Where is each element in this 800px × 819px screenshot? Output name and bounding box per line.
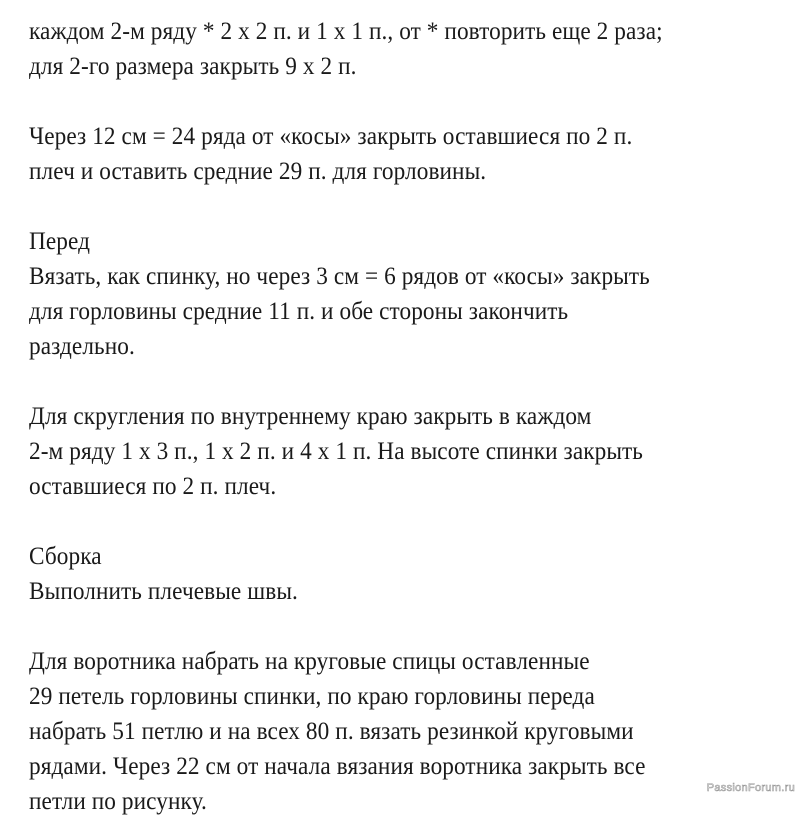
text-line: Для воротника набрать на круговые спицы оставленные <box>29 648 590 675</box>
text-line: оставшиеся по 2 п. плеч. <box>29 473 277 500</box>
section-front <box>29 224 799 364</box>
text-line: для 2-го размера закрыть 9 х 2 п. <box>29 53 357 80</box>
section-heading-front: Перед <box>29 228 91 255</box>
watermark: PassionForum.ru <box>706 782 795 794</box>
paragraph-back-shoulders <box>29 119 799 189</box>
text-line: Через 12 см = 24 ряда от «косы» закрыть оставшиеся по 2 п. <box>29 123 633 150</box>
section-assembly <box>29 539 799 609</box>
text-line: раздельно. <box>29 333 135 360</box>
paragraph-spacer <box>29 364 799 399</box>
section-heading-assembly: Сборка <box>29 543 102 570</box>
text-line: каждом 2-м ряду * 2 х 2 п. и 1 х 1 п., от * повторить еще 2 раза; <box>29 18 663 45</box>
paragraph-spacer <box>29 609 799 644</box>
text-line: Выполнить плечевые швы. <box>29 578 298 605</box>
paragraph-back-decrease <box>29 14 799 84</box>
paragraph-front-rounding <box>29 399 799 504</box>
text-line: плеч и оставить средние 29 п. для горловины. <box>29 158 487 185</box>
document-page <box>29 14 799 819</box>
text-line: петли по рисунку. <box>29 788 207 815</box>
text-line: набрать 51 петлю и на всех 80 п. вязать резинкой круговыми <box>29 718 634 745</box>
text-line: 29 петель горловины спинки, по краю горловины переда <box>29 683 595 710</box>
text-line: рядами. Через 22 см от начала вязания воротника закрыть все <box>29 753 646 780</box>
paragraph-spacer <box>29 84 799 119</box>
text-line: Для скругления по внутреннему краю закрыть в каждом <box>29 403 592 430</box>
paragraph-collar <box>29 644 799 819</box>
text-line: Вязать, как спинку, но через 3 см = 6 рядов от «косы» закрыть <box>29 263 650 290</box>
paragraph-spacer <box>29 189 799 224</box>
paragraph-spacer <box>29 504 799 539</box>
text-line: 2-м ряду 1 х 3 п., 1 х 2 п. и 4 х 1 п. На высоте спинки закрыть <box>29 438 644 465</box>
text-line: для горловины средние 11 п. и обе стороны закончить <box>29 298 569 325</box>
